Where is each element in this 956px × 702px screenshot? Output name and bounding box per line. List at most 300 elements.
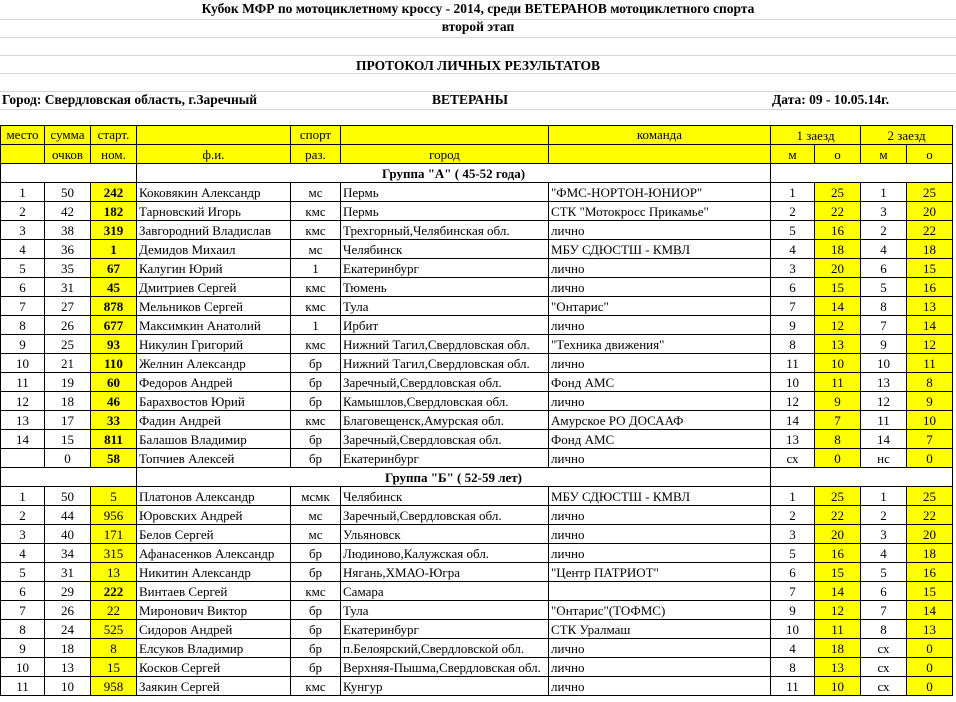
cell-rank: мс bbox=[291, 183, 341, 202]
col-city-blank bbox=[341, 126, 549, 145]
cell-race2-place: 13 bbox=[861, 373, 907, 392]
cell-team: "ФМС-НОРТОН-ЮНИОР" bbox=[549, 183, 771, 202]
cell-name: Топчиев Алексей bbox=[137, 449, 291, 468]
cell-place: 9 bbox=[1, 639, 45, 658]
cell-team: лично bbox=[549, 544, 771, 563]
cell-rank: бр bbox=[291, 639, 341, 658]
cell-rank: кмс bbox=[291, 582, 341, 601]
cell-name: Тарновский Игорь bbox=[137, 202, 291, 221]
table-row bbox=[1, 639, 953, 658]
cell-race2-place: 3 bbox=[861, 202, 907, 221]
cell-race1-points: 22 bbox=[815, 506, 861, 525]
cell-sum: 25 bbox=[45, 335, 91, 354]
cell-place bbox=[1, 449, 45, 468]
cell-place: 5 bbox=[1, 563, 45, 582]
cell-race2-points: 13 bbox=[907, 297, 953, 316]
cell-team: "Центр ПАТРИОТ" bbox=[549, 563, 771, 582]
cell-city: Заречный,Свердловская обл. bbox=[341, 506, 549, 525]
cell-race1-points: 18 bbox=[815, 240, 861, 259]
cell-race1-points: 8 bbox=[815, 430, 861, 449]
cell-race2-points: 22 bbox=[907, 221, 953, 240]
cell-city: Екатеринбург bbox=[341, 620, 549, 639]
cell-name: Сидоров Андрей bbox=[137, 620, 291, 639]
cell-rank: бр bbox=[291, 563, 341, 582]
cell-race1-points: 20 bbox=[815, 259, 861, 278]
cell-place: 9 bbox=[1, 335, 45, 354]
cell-team: МБУ СДЮСТШ - КМВЛ bbox=[549, 487, 771, 506]
cell-race2-place: 3 bbox=[861, 525, 907, 544]
cell-team: лично bbox=[549, 354, 771, 373]
cell-sum: 13 bbox=[45, 658, 91, 677]
cell-start-number: 222 bbox=[91, 582, 137, 601]
cell-city: Тюмень bbox=[341, 278, 549, 297]
cell-team: лично bbox=[549, 278, 771, 297]
cell-sum: 36 bbox=[45, 240, 91, 259]
cell-sum: 44 bbox=[45, 506, 91, 525]
cell-name: Миронович Виктор bbox=[137, 601, 291, 620]
cell-start-number: 58 bbox=[91, 449, 137, 468]
col-start-2: ном. bbox=[91, 145, 137, 164]
cell-race1-points: 25 bbox=[815, 183, 861, 202]
cell-city: Самара bbox=[341, 582, 549, 601]
col-start: старт. bbox=[91, 126, 137, 145]
cell-place: 6 bbox=[1, 582, 45, 601]
cell-team: Фонд АМС bbox=[549, 430, 771, 449]
category-label: ВЕТЕРАНЫ bbox=[432, 92, 509, 107]
cell-name: Косков Сергей bbox=[137, 658, 291, 677]
cell-rank: бр bbox=[291, 449, 341, 468]
cell-race1-points: 22 bbox=[815, 202, 861, 221]
cell-race1-place: 14 bbox=[771, 411, 815, 430]
cell-name: Винтаев Сергей bbox=[137, 582, 291, 601]
group-spacer bbox=[1, 164, 137, 183]
cell-race1-points: 13 bbox=[815, 335, 861, 354]
cell-race1-points: 10 bbox=[815, 354, 861, 373]
cell-start-number: 525 bbox=[91, 620, 137, 639]
cell-race2-points: 10 bbox=[907, 411, 953, 430]
page-title: Кубок МФР по мотоциклетному кроссу - 2014, среди ВЕТЕРАНОВ мотоциклетного спорта bbox=[201, 1, 755, 16]
cell-sum: 31 bbox=[45, 563, 91, 582]
table-row bbox=[1, 202, 953, 221]
cell-city: Верхняя-Пышма,Свердловская обл. bbox=[341, 658, 549, 677]
table-row bbox=[1, 430, 953, 449]
cell-name: Белов Сергей bbox=[137, 525, 291, 544]
cell-rank: мс bbox=[291, 525, 341, 544]
cell-race2-points: 14 bbox=[907, 316, 953, 335]
stage-label: второй этап bbox=[441, 19, 515, 34]
cell-sum: 24 bbox=[45, 620, 91, 639]
table-row bbox=[1, 487, 953, 506]
cell-team: лично bbox=[549, 525, 771, 544]
cell-name: Заякин Сергей bbox=[137, 677, 291, 696]
cell-race2-points: 22 bbox=[907, 506, 953, 525]
cell-race2-points: 25 bbox=[907, 183, 953, 202]
cell-race1-place: 6 bbox=[771, 278, 815, 297]
cell-race1-points: 15 bbox=[815, 563, 861, 582]
cell-city: Людиново,Калужская обл. bbox=[341, 544, 549, 563]
cell-city: Пермь bbox=[341, 202, 549, 221]
col-place: место bbox=[1, 126, 45, 145]
city-label: Город: Свердловская область, г.Заречный bbox=[2, 92, 258, 107]
cell-race1-points: 25 bbox=[815, 487, 861, 506]
table-row bbox=[1, 601, 953, 620]
cell-sum: 18 bbox=[45, 392, 91, 411]
cell-start-number: 13 bbox=[91, 563, 137, 582]
cell-team: лично bbox=[549, 316, 771, 335]
cell-race2-points: 8 bbox=[907, 373, 953, 392]
cell-race2-place: 7 bbox=[861, 316, 907, 335]
cell-sum: 35 bbox=[45, 259, 91, 278]
cell-city: Екатеринбург bbox=[341, 449, 549, 468]
group-a-title: Группа "А" ( 45-52 года) bbox=[137, 164, 771, 183]
table-row bbox=[1, 278, 953, 297]
cell-name: Барахвостов Юрий bbox=[137, 392, 291, 411]
cell-name: Желнин Александр bbox=[137, 354, 291, 373]
cell-start-number: 5 bbox=[91, 487, 137, 506]
cell-race2-place: 1 bbox=[861, 183, 907, 202]
cell-place: 8 bbox=[1, 620, 45, 639]
table-row bbox=[1, 297, 953, 316]
cell-city: Нижний Тагил,Свердловская обл. bbox=[341, 335, 549, 354]
table-row bbox=[1, 183, 953, 202]
table-row bbox=[1, 373, 953, 392]
cell-race1-place: 11 bbox=[771, 354, 815, 373]
cell-race1-points: 11 bbox=[815, 373, 861, 392]
cell-race1-place: 2 bbox=[771, 506, 815, 525]
cell-sum: 40 bbox=[45, 525, 91, 544]
cell-race2-place: 4 bbox=[861, 240, 907, 259]
table-row bbox=[1, 544, 953, 563]
cell-race1-place: 8 bbox=[771, 658, 815, 677]
cell-name: Максимкин Анатолий bbox=[137, 316, 291, 335]
cell-name: Демидов Михаил bbox=[137, 240, 291, 259]
cell-race1-points: 0 bbox=[815, 449, 861, 468]
cell-race2-place: сх bbox=[861, 677, 907, 696]
cell-rank: кмс bbox=[291, 411, 341, 430]
cell-race1-place: 13 bbox=[771, 430, 815, 449]
cell-city: Ирбит bbox=[341, 316, 549, 335]
cell-race2-points: 16 bbox=[907, 278, 953, 297]
cell-name: Фадин Андрей bbox=[137, 411, 291, 430]
table-row bbox=[1, 259, 953, 278]
cell-race1-place: 1 bbox=[771, 487, 815, 506]
cell-sum: 26 bbox=[45, 316, 91, 335]
gridline bbox=[0, 55, 956, 56]
cell-race1-points: 16 bbox=[815, 544, 861, 563]
cell-sum: 19 bbox=[45, 373, 91, 392]
cell-name: Елсуков Владимир bbox=[137, 639, 291, 658]
group-b-title: Группа "Б" ( 52-59 лет) bbox=[137, 468, 771, 487]
cell-city: Тула bbox=[341, 601, 549, 620]
cell-race1-place: 10 bbox=[771, 373, 815, 392]
cell-race1-place: 10 bbox=[771, 620, 815, 639]
cell-start-number: 93 bbox=[91, 335, 137, 354]
cell-rank: мс bbox=[291, 240, 341, 259]
cell-place: 3 bbox=[1, 525, 45, 544]
cell-sum: 0 bbox=[45, 449, 91, 468]
col-team-blank bbox=[549, 145, 771, 164]
cell-team: СТК Уралмаш bbox=[549, 620, 771, 639]
cell-start-number: 22 bbox=[91, 601, 137, 620]
cell-race1-points: 9 bbox=[815, 392, 861, 411]
cell-race2-points: 9 bbox=[907, 392, 953, 411]
cell-race1-points: 15 bbox=[815, 278, 861, 297]
protocol-title: ПРОТОКОЛ ЛИЧНЫХ РЕЗУЛЬТАТОВ bbox=[355, 58, 601, 73]
cell-race1-place: 1 bbox=[771, 183, 815, 202]
cell-place: 5 bbox=[1, 259, 45, 278]
cell-name: Балашов Владимир bbox=[137, 430, 291, 449]
cell-rank: кмс bbox=[291, 278, 341, 297]
cell-place: 2 bbox=[1, 506, 45, 525]
cell-race2-place: сх bbox=[861, 658, 907, 677]
cell-rank: бр bbox=[291, 601, 341, 620]
cell-sum: 15 bbox=[45, 430, 91, 449]
table-row bbox=[1, 411, 953, 430]
cell-start-number: 171 bbox=[91, 525, 137, 544]
cell-race1-points: 14 bbox=[815, 297, 861, 316]
cell-start-number: 110 bbox=[91, 354, 137, 373]
col-m2: м bbox=[861, 145, 907, 164]
cell-race1-points: 12 bbox=[815, 316, 861, 335]
col-m1: м bbox=[771, 145, 815, 164]
col-name: ф.и. bbox=[137, 145, 291, 164]
group-spacer bbox=[771, 468, 953, 487]
cell-start-number: 242 bbox=[91, 183, 137, 202]
cell-race2-points: 14 bbox=[907, 601, 953, 620]
cell-start-number: 33 bbox=[91, 411, 137, 430]
cell-city: Челябинск bbox=[341, 487, 549, 506]
cell-race2-place: нс bbox=[861, 449, 907, 468]
cell-race2-points: 13 bbox=[907, 620, 953, 639]
cell-race2-place: 6 bbox=[861, 582, 907, 601]
cell-race1-place: 8 bbox=[771, 335, 815, 354]
cell-team: "Техника движения" bbox=[549, 335, 771, 354]
table-row bbox=[1, 335, 953, 354]
cell-place: 7 bbox=[1, 297, 45, 316]
cell-race2-place: 2 bbox=[861, 506, 907, 525]
cell-city: Пермь bbox=[341, 183, 549, 202]
cell-place: 11 bbox=[1, 373, 45, 392]
cell-city: Екатеринбург bbox=[341, 259, 549, 278]
group-a-title-row bbox=[1, 164, 953, 183]
cell-sum: 18 bbox=[45, 639, 91, 658]
col-sum: сумма bbox=[45, 126, 91, 145]
cell-start-number: 878 bbox=[91, 297, 137, 316]
cell-race1-points: 20 bbox=[815, 525, 861, 544]
col-team: команда bbox=[549, 126, 771, 145]
cell-race1-points: 14 bbox=[815, 582, 861, 601]
cell-name: Платонов Александр bbox=[137, 487, 291, 506]
cell-rank: кмс bbox=[291, 677, 341, 696]
group-spacer bbox=[771, 164, 953, 183]
cell-team: лично bbox=[549, 392, 771, 411]
cell-rank: мсмк bbox=[291, 487, 341, 506]
cell-race1-place: 5 bbox=[771, 221, 815, 240]
col-race1: 1 заезд bbox=[771, 126, 861, 145]
table-row bbox=[1, 392, 953, 411]
col-race2: 2 заезд bbox=[861, 126, 953, 145]
cell-rank: кмс bbox=[291, 221, 341, 240]
cell-race2-points: 18 bbox=[907, 240, 953, 259]
cell-city: п.Белоярский,Свердловской обл. bbox=[341, 639, 549, 658]
cell-race2-place: 4 bbox=[861, 544, 907, 563]
cell-race2-place: 5 bbox=[861, 278, 907, 297]
cell-race2-points: 18 bbox=[907, 544, 953, 563]
cell-race2-points: 0 bbox=[907, 639, 953, 658]
cell-rank: бр bbox=[291, 430, 341, 449]
cell-rank: мс bbox=[291, 506, 341, 525]
cell-team: "Онтарис"(ТОФМС) bbox=[549, 601, 771, 620]
table-row bbox=[1, 525, 953, 544]
cell-name: Завгородний Владислав bbox=[137, 221, 291, 240]
cell-name: Калугин Юрий bbox=[137, 259, 291, 278]
cell-race2-place: 9 bbox=[861, 335, 907, 354]
cell-race1-points: 7 bbox=[815, 411, 861, 430]
col-city: город bbox=[341, 145, 549, 164]
cell-place: 12 bbox=[1, 392, 45, 411]
cell-race1-place: 2 bbox=[771, 202, 815, 221]
cell-name: Дмитриев Сергей bbox=[137, 278, 291, 297]
cell-sum: 50 bbox=[45, 183, 91, 202]
table-row bbox=[1, 658, 953, 677]
cell-race1-place: 9 bbox=[771, 316, 815, 335]
cell-race2-points: 15 bbox=[907, 259, 953, 278]
cell-race2-place: 7 bbox=[861, 601, 907, 620]
cell-race2-place: 1 bbox=[861, 487, 907, 506]
cell-city: Нягань,ХМАО-Югра bbox=[341, 563, 549, 582]
cell-rank: бр bbox=[291, 658, 341, 677]
cell-start-number: 67 bbox=[91, 259, 137, 278]
cell-city: Благовещенск,Амурская обл. bbox=[341, 411, 549, 430]
cell-sum: 26 bbox=[45, 601, 91, 620]
cell-race2-points: 12 bbox=[907, 335, 953, 354]
cell-place: 2 bbox=[1, 202, 45, 221]
cell-city: Тула bbox=[341, 297, 549, 316]
table-row bbox=[1, 316, 953, 335]
cell-sum: 31 bbox=[45, 278, 91, 297]
cell-race2-points: 25 bbox=[907, 487, 953, 506]
cell-race1-place: сх bbox=[771, 449, 815, 468]
table-row bbox=[1, 240, 953, 259]
col-rank: спорт bbox=[291, 126, 341, 145]
cell-start-number: 15 bbox=[91, 658, 137, 677]
cell-city: Кунгур bbox=[341, 677, 549, 696]
cell-city: Нижний Тагил,Свердловская обл. bbox=[341, 354, 549, 373]
table-row bbox=[1, 620, 953, 639]
date-label: Дата: 09 - 10.05.14г. bbox=[772, 92, 890, 107]
cell-team: Фонд АМС bbox=[549, 373, 771, 392]
cell-start-number: 811 bbox=[91, 430, 137, 449]
cell-rank: бр bbox=[291, 392, 341, 411]
cell-team: лично bbox=[549, 259, 771, 278]
cell-team: лично bbox=[549, 677, 771, 696]
col-o2: о bbox=[907, 145, 953, 164]
cell-start-number: 46 bbox=[91, 392, 137, 411]
cell-race1-place: 3 bbox=[771, 525, 815, 544]
cell-team bbox=[549, 582, 771, 601]
cell-race2-place: 2 bbox=[861, 221, 907, 240]
cell-start-number: 319 bbox=[91, 221, 137, 240]
cell-team: лично bbox=[549, 506, 771, 525]
cell-name: Афанасенков Александр bbox=[137, 544, 291, 563]
cell-name: Юровских Андрей bbox=[137, 506, 291, 525]
cell-team: Амурское РО ДОСААФ bbox=[549, 411, 771, 430]
cell-rank: бр bbox=[291, 620, 341, 639]
cell-race2-points: 11 bbox=[907, 354, 953, 373]
cell-sum: 21 bbox=[45, 354, 91, 373]
cell-race2-points: 15 bbox=[907, 582, 953, 601]
cell-place: 4 bbox=[1, 240, 45, 259]
table-row bbox=[1, 506, 953, 525]
cell-race1-place: 12 bbox=[771, 392, 815, 411]
cell-race2-points: 16 bbox=[907, 563, 953, 582]
cell-place: 1 bbox=[1, 487, 45, 506]
cell-sum: 29 bbox=[45, 582, 91, 601]
gridline bbox=[0, 37, 956, 38]
header-row bbox=[1, 145, 953, 164]
cell-name: Никитин Александр bbox=[137, 563, 291, 582]
table-row bbox=[1, 563, 953, 582]
cell-start-number: 958 bbox=[91, 677, 137, 696]
cell-race1-place: 4 bbox=[771, 639, 815, 658]
cell-race2-place: 12 bbox=[861, 392, 907, 411]
cell-race2-place: 5 bbox=[861, 563, 907, 582]
cell-team: лично bbox=[549, 221, 771, 240]
cell-rank: бр bbox=[291, 373, 341, 392]
cell-team: лично bbox=[549, 658, 771, 677]
cell-place: 13 bbox=[1, 411, 45, 430]
cell-race1-place: 9 bbox=[771, 601, 815, 620]
cell-team: МБУ СДЮСТШ - КМВЛ bbox=[549, 240, 771, 259]
cell-rank: кмс bbox=[291, 335, 341, 354]
cell-race2-place: 14 bbox=[861, 430, 907, 449]
cell-sum: 38 bbox=[45, 221, 91, 240]
cell-rank: кмс bbox=[291, 297, 341, 316]
group-b-title-row bbox=[1, 468, 953, 487]
cell-rank: бр bbox=[291, 354, 341, 373]
cell-start-number: 956 bbox=[91, 506, 137, 525]
cell-place: 7 bbox=[1, 601, 45, 620]
cell-place: 1 bbox=[1, 183, 45, 202]
cell-team: лично bbox=[549, 639, 771, 658]
cell-city: Заречный,Свердловская обл. bbox=[341, 373, 549, 392]
cell-race1-points: 13 bbox=[815, 658, 861, 677]
table-row bbox=[1, 221, 953, 240]
cell-place: 11 bbox=[1, 677, 45, 696]
cell-sum: 34 bbox=[45, 544, 91, 563]
cell-name: Мельников Сергей bbox=[137, 297, 291, 316]
cell-race2-points: 7 bbox=[907, 430, 953, 449]
cell-city: Ульяновск bbox=[341, 525, 549, 544]
cell-rank: кмс bbox=[291, 202, 341, 221]
cell-start-number: 677 bbox=[91, 316, 137, 335]
cell-sum: 10 bbox=[45, 677, 91, 696]
cell-race2-points: 20 bbox=[907, 525, 953, 544]
cell-city: Трехгорный,Челябинская обл. bbox=[341, 221, 549, 240]
cell-city: Камышлов,Свердловская обл. bbox=[341, 392, 549, 411]
col-name-blank bbox=[137, 126, 291, 145]
cell-city: Заречный,Свердловская обл. bbox=[341, 430, 549, 449]
cell-race2-points: 0 bbox=[907, 449, 953, 468]
cell-race1-place: 7 bbox=[771, 582, 815, 601]
cell-rank: бр bbox=[291, 544, 341, 563]
cell-race2-place: 8 bbox=[861, 620, 907, 639]
cell-name: Федоров Андрей bbox=[137, 373, 291, 392]
cell-race2-place: 8 bbox=[861, 297, 907, 316]
col-sum-2: очков bbox=[45, 145, 91, 164]
cell-race2-points: 20 bbox=[907, 202, 953, 221]
cell-place: 10 bbox=[1, 658, 45, 677]
